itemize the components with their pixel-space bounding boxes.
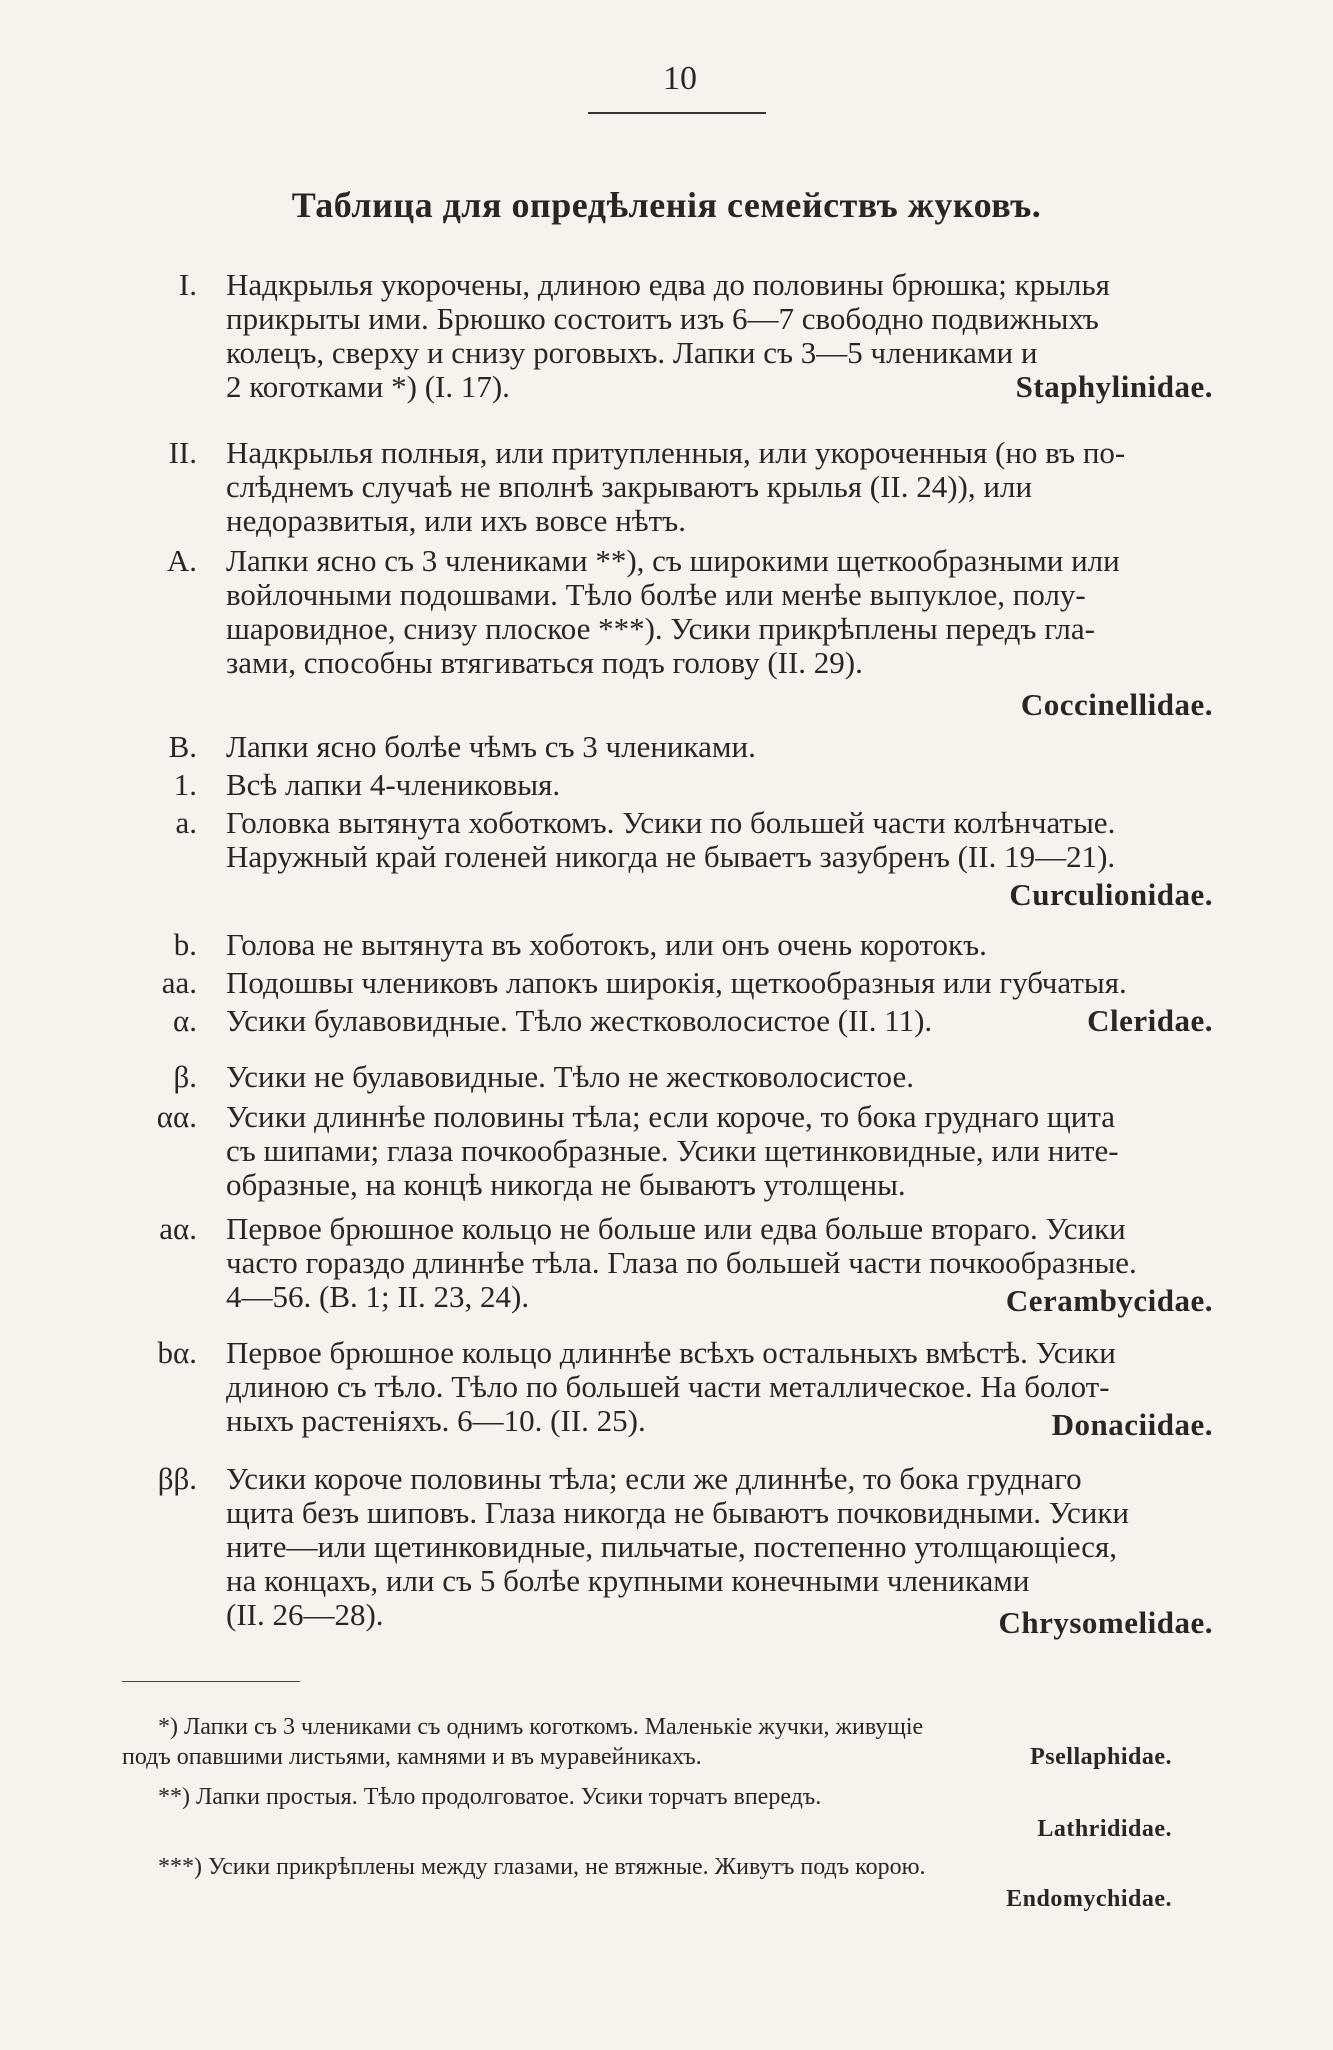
entry-text: Лапки ясно болѣе чѣмъ съ 3 члениками.: [226, 729, 756, 764]
footnote-3: [122, 1852, 1212, 1912]
footnote-family-endomychidae: Endomychidae.: [1006, 1886, 1172, 1912]
family-name-donaciidae: Donaciidae.: [1051, 1407, 1213, 1442]
entry-text: Усики короче половины тѣла; если же длиннѣе, то бока груднаго щита безъ шиповъ. Глаза никогда не бываютъ почковидными. Усики ните—или щетинковидные, пильчатые, постепенно утолщающіеся, на концахъ, или съ 5 болѣе крупными конечными члениками (II. 26—28).: [226, 1461, 1130, 1632]
footnote-family-lathrididae: Lathrididae.: [1037, 1816, 1172, 1842]
entry-label: II.: [168, 435, 197, 470]
entry-text: Лапки ясно съ 3 члениками **), съ широкими щеткообразными или войлочными подошвами. Тѣло болѣе или менѣе выпуклое, полу- шаровидное, снизу плоское ***). Усики прикрѣплены передъ гла- зами, способны втягиваться подъ голову (II. 29).: [226, 543, 1120, 680]
footnote-text: *) Лапки съ 3 члениками съ однимъ коготкомъ. Маленькіе жучки, живущіе: [158, 1714, 924, 1740]
entry-text: Голова не вытянута въ хоботокъ, или онъ очень коротокъ.: [226, 927, 987, 962]
entry-text: Усики булавовидные. Тѣло жестковолосистое (II. 11).: [226, 1003, 933, 1038]
entry-label: ββ.: [157, 1461, 197, 1496]
family-name-cerambycidae: Cerambycidae.: [1005, 1283, 1213, 1318]
footnote-family-psellaphidae: Psellaphidae.: [1030, 1744, 1172, 1770]
entry-label: 1.: [173, 767, 197, 802]
footnote-text-continued: подъ опавшими листьями, камнями и въ муравейникахъ.: [122, 1744, 702, 1770]
entry-label: A.: [166, 543, 197, 578]
family-name-curculionidae: Curculionidae.: [1009, 877, 1213, 912]
entry-text: Подошвы члениковъ лапокъ широкія, щеткообразныя или губчатыя.: [226, 965, 1127, 1000]
footnote-rule: [122, 1681, 300, 1682]
footnote-2: [122, 1782, 1212, 1842]
family-name-chrysomelidae: Chrysomelidae.: [998, 1605, 1213, 1640]
entry-text: Надкрылья укорочены, длиною едва до половины брюшка; крылья прикрыты ими. Брюшко состоитъ изъ 6—7 свободно подвижныхъ колецъ, сверху и снизу роговыхъ. Лапки съ 3—5 члениками и 2 коготками *) (I. 17).: [226, 267, 1110, 404]
footnote-text: **) Лапки простыя. Тѣло продолговатое. Усики торчатъ впередъ.: [158, 1784, 822, 1810]
entry-label: α.: [173, 1003, 197, 1038]
family-name-coccinellidae: Coccinellidae.: [1020, 687, 1213, 722]
page-number: 10: [663, 60, 697, 97]
footnote-text: ***) Усики прикрѣплены между глазами, не втяжные. Живутъ подъ корою.: [158, 1854, 926, 1880]
entry-label: αα.: [156, 1099, 197, 1134]
family-name-cleridae: Cleridae.: [1087, 1003, 1213, 1038]
entry-text: Усики не булавовидные. Тѣло не жестковолосистое.: [226, 1059, 914, 1094]
entry-text: Всѣ лапки 4-члениковыя.: [226, 767, 561, 802]
entry-label: B.: [168, 729, 197, 764]
footnote-1: [122, 1712, 1212, 1772]
entry-label: bα.: [157, 1335, 197, 1370]
entry-label: b.: [173, 927, 197, 962]
entry-text: Головка вытянута хоботкомъ. Усики по большей части колѣнчатые. Наружный край голеней никогда не бываетъ зазубренъ (II. 19—21).: [226, 805, 1116, 874]
entry-text: Надкрылья полныя, или притупленныя, или укороченныя (но въ по- слѣднемъ случаѣ не вполнѣ закрываютъ крылья (II. 24)), или недоразвитыя, или ихъ вовсе нѣтъ.: [226, 435, 1126, 538]
entry-text: Усики длиннѣе половины тѣла; если короче, то бока груднаго щита съ шипами; глаза почкообразные. Усики щетинковидные, или ните- образные, на концѣ никогда не бываютъ утолщены.: [226, 1099, 1119, 1202]
entry-label: aα.: [159, 1211, 197, 1246]
entry-label: aa.: [161, 965, 197, 1000]
table-title: Таблица для опредѣленія семействъ жуковъ.: [291, 185, 1042, 225]
entry-text: Первое брюшное кольцо длиннѣе всѣхъ остальныхъ вмѣстѣ. Усики длиною съ тѣло. Тѣло по большей части металлическое. На болот- ныхъ растеніяхъ. 6—10. (II. 25).: [226, 1335, 1116, 1438]
entry-label: I.: [178, 267, 197, 302]
entry-label: a.: [175, 805, 197, 840]
family-name-staphylinidae: Staphylinidae.: [1015, 369, 1213, 404]
entry-label: β.: [173, 1059, 197, 1094]
page-number-rule: [588, 112, 766, 114]
entry-text: Первое брюшное кольцо не больше или едва больше втораго. Усики часто гораздо длиннѣе тѣла. Глаза по большей части почкообразные. 4—56. (B. 1; II. 23, 24).: [226, 1211, 1137, 1314]
